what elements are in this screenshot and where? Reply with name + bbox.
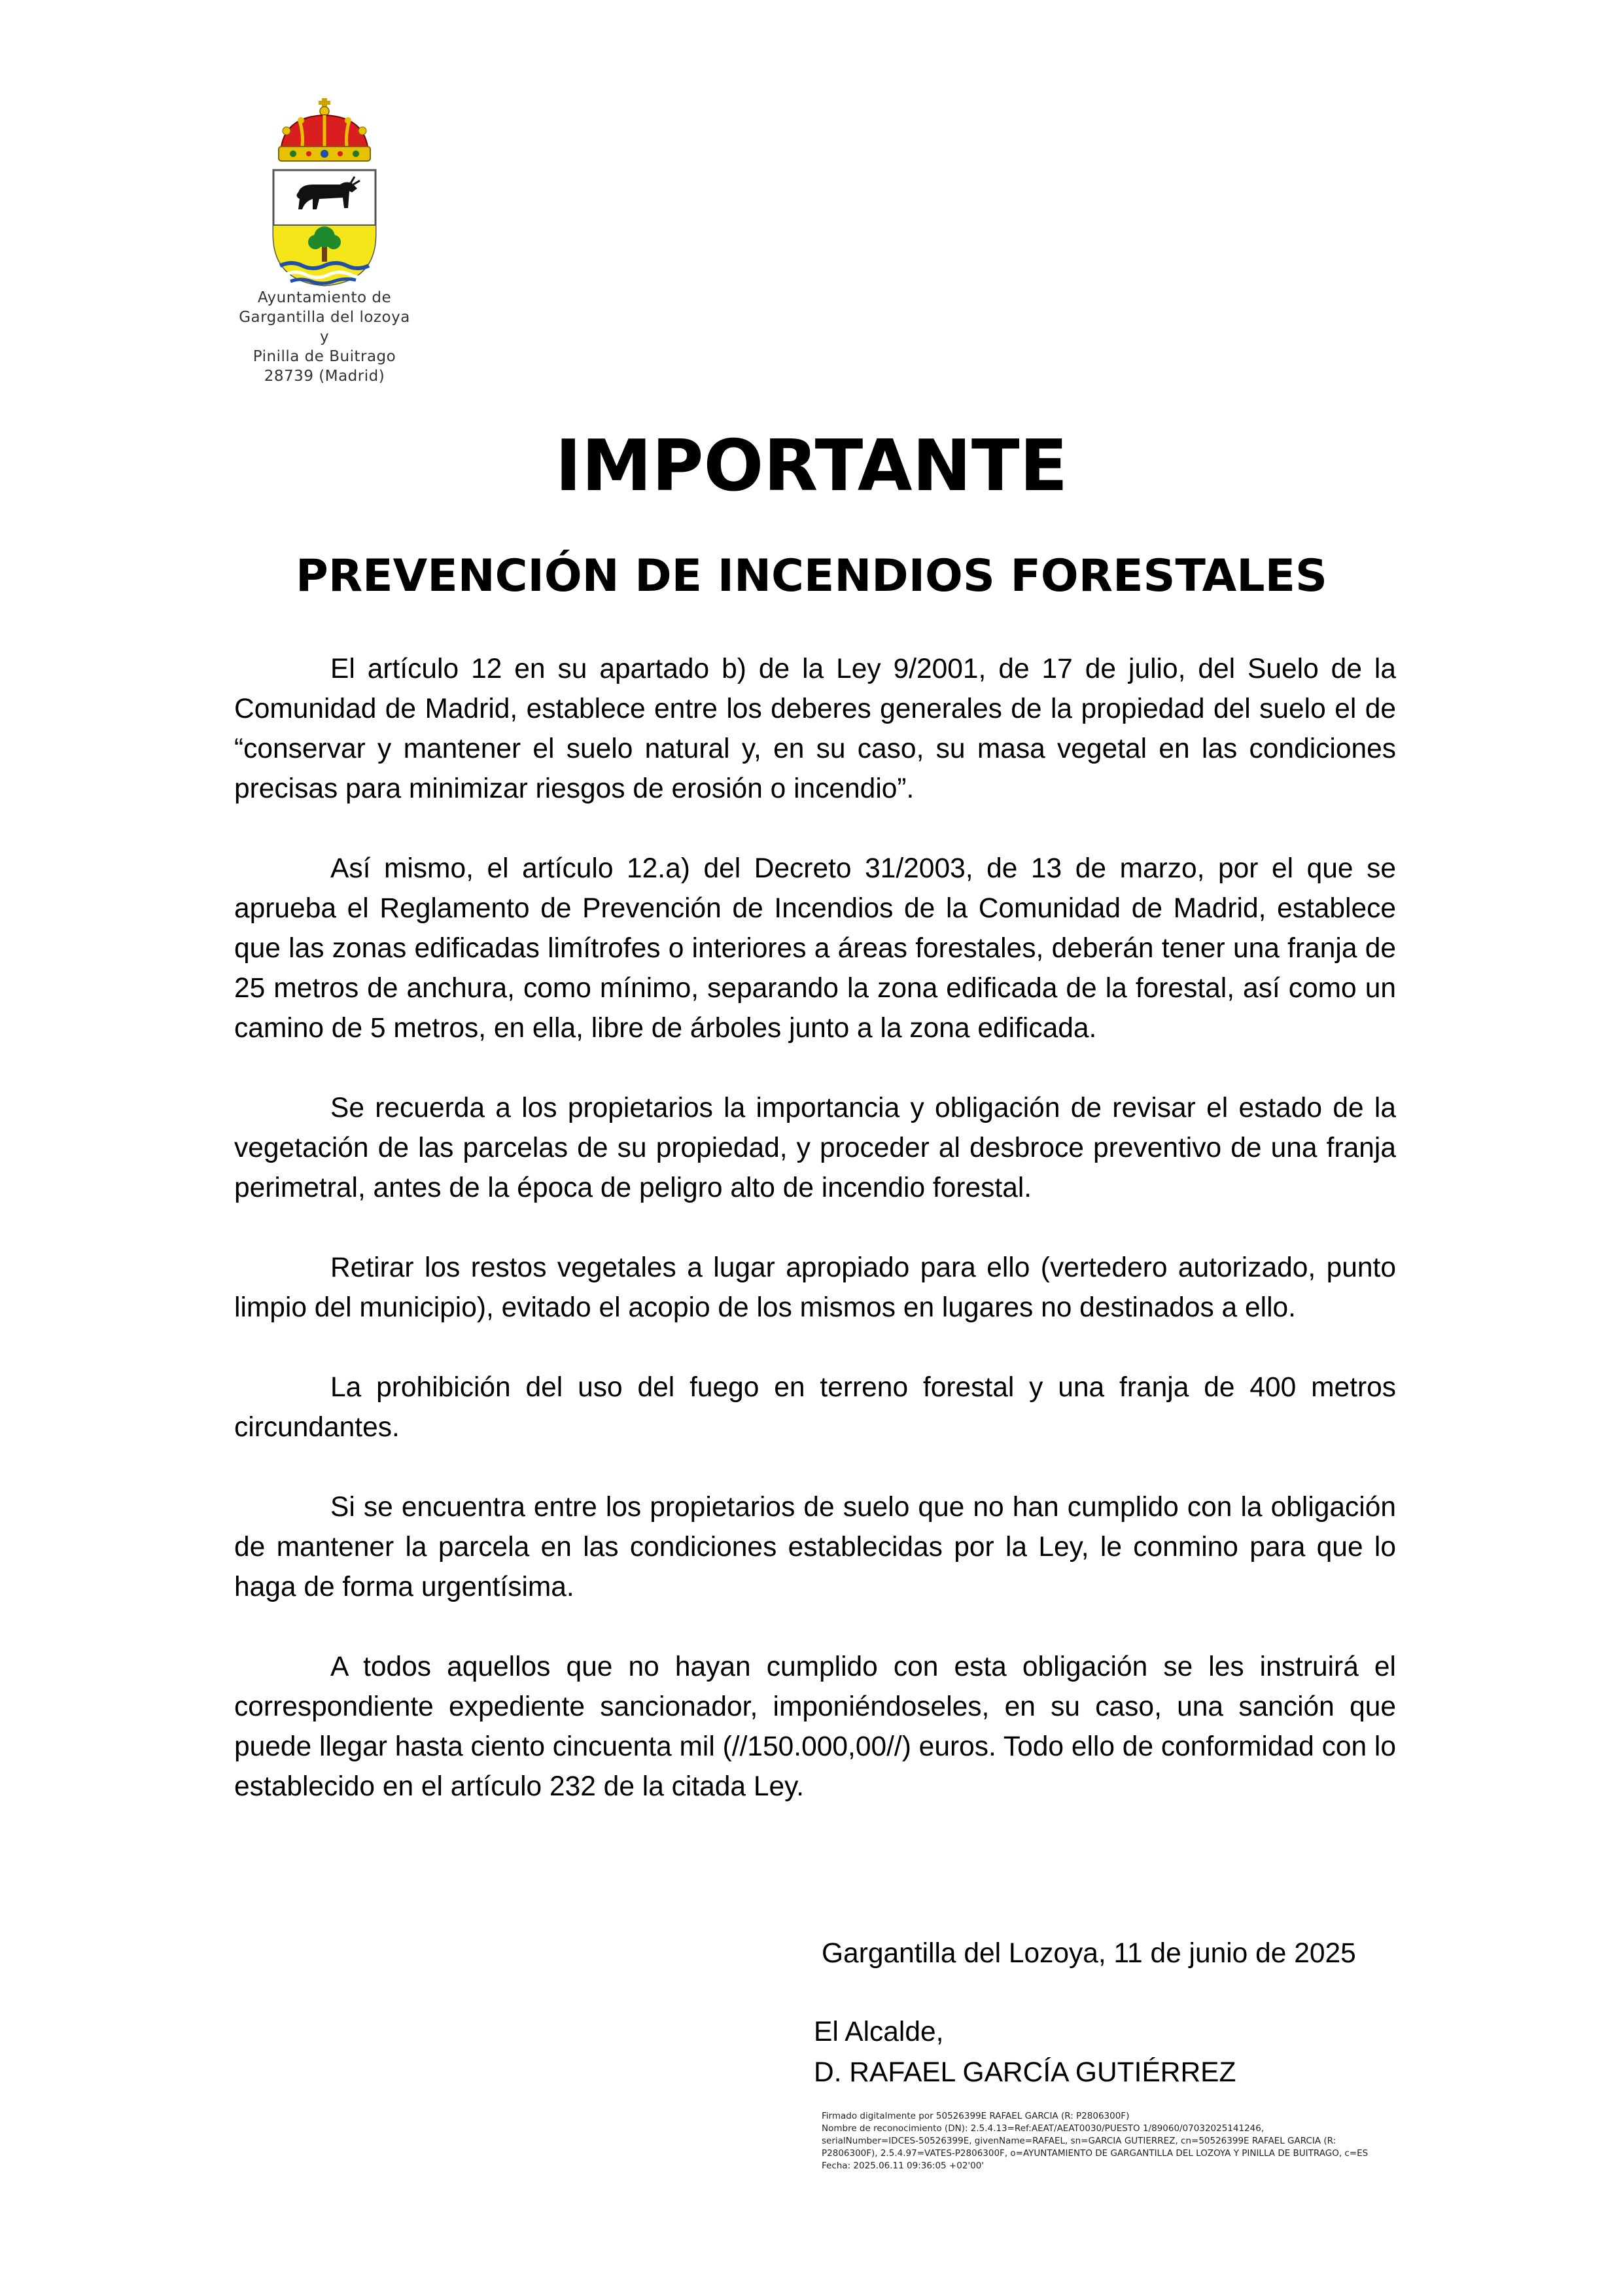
- signer-name: D. RAFAEL GARCÍA GUTIÉRREZ: [814, 2057, 1236, 2088]
- municipality-address: [222, 288, 427, 386]
- body-paragraph: Si se encuentra entre los propietarios de suelo que no han cumplido con la obligación de mantener la parcela en las condiciones establecidas por la Ley, le conmino para que lo haga de forma urgentísima.: [234, 1492, 1396, 1602]
- document-title: IMPORTANTE: [555, 425, 1068, 507]
- municipal-coat-of-arms-icon: [267, 97, 382, 287]
- digital-signature-line: Firmado digitalmente por 50526399E RAFAEL GARCIA (R: P2806300F): [822, 2111, 1130, 2121]
- town-line: y: [319, 328, 330, 345]
- town-line: 28739 (Madrid): [264, 368, 385, 385]
- body-paragraph: Se recuerda a los propietarios la importancia y obligación de revisar el estado de la vegetación de las parcelas de su propiedad, y proceder al desbroce preventivo de una franja perimetral, antes de la época de peligro alto de incendio forestal.: [234, 1093, 1396, 1203]
- body-paragraph: El artículo 12 en su apartado b) de la Ley 9/2001, de 17 de julio, del Suelo de la Comunidad de Madrid, establece entre los deberes generales de la propiedad del suelo el de “conservar y mantener el suelo natural y, en su caso, su masa vegetal en las condiciones precisas para minimizar riesgos de erosión o incendio”.: [234, 654, 1396, 804]
- document-subtitle: PREVENCIÓN DE INCENDIOS FORESTALES: [295, 550, 1327, 602]
- signer-role: El Alcalde,: [814, 2017, 944, 2047]
- digital-signature-line: Fecha: 2025.06.11 09:36:05 +02'00': [822, 2161, 985, 2171]
- town-line: Ayuntamiento de: [257, 289, 392, 306]
- document-body: [234, 649, 1396, 1846]
- town-line: Pinilla de Buitrago: [253, 348, 396, 365]
- digital-signature-stamp: [822, 2110, 1450, 2172]
- digital-signature-line: Nombre de reconocimiento (DN): 2.5.4.13=Ref:AEAT/AEAT0030/PUESTO 1/89060/07032025141246,: [822, 2123, 1265, 2134]
- signature-block: [814, 2012, 1468, 2093]
- body-paragraph: Retirar los restos vegetales a lugar apropiado para ello (vertedero autorizado, punto limpio del municipio), evitado el acopio de los mismos en lugares no destinados a ello.: [234, 1252, 1396, 1323]
- digital-signature-line: P2806300F), 2.5.4.97=VATES-P2806300F, o=AYUNTAMIENTO DE GARGANTILLA DEL LOZOYA Y PINILLA DE BUITRAGO, c=ES: [822, 2148, 1369, 2159]
- town-line: Gargantilla del lozoya: [239, 309, 410, 326]
- digital-signature-line: serialNumber=IDCES-50526399E, givenName=RAFAEL, sn=GARCIA GUTIERREZ, cn=50526399E RAFAEL GARCIA (R:: [822, 2136, 1336, 2146]
- body-paragraph: La prohibición del uso del fuego en terreno forestal y una franja de 400 metros circundantes.: [234, 1372, 1396, 1443]
- place-and-date: Gargantilla del Lozoya, 11 de junio de 2025: [822, 1938, 1356, 1969]
- body-paragraph: A todos aquellos que no hayan cumplido con esta obligación se les instruirá el correspondiente expediente sancionador, imponiéndoseles, en su caso, una sanción que puede llegar hasta ciento cincuenta mil (//150.000,00//) euros. Todo ello de conformidad con lo establecido en el artículo 232 de la citada Ley.: [234, 1651, 1396, 1802]
- body-paragraph: Así mismo, el artículo 12.a) del Decreto 31/2003, de 13 de marzo, por el que se aprueba el Reglamento de Prevención de Incendios de la Comunidad de Madrid, establece que las zonas edificadas limítrofes o interiores a áreas forestales, deberán tener una franja de 25 metros de anchura, como mínimo, separando la zona edificada de la forestal, así como un camino de 5 metros, en ella, libre de árboles junto a la zona edificada.: [234, 853, 1396, 1044]
